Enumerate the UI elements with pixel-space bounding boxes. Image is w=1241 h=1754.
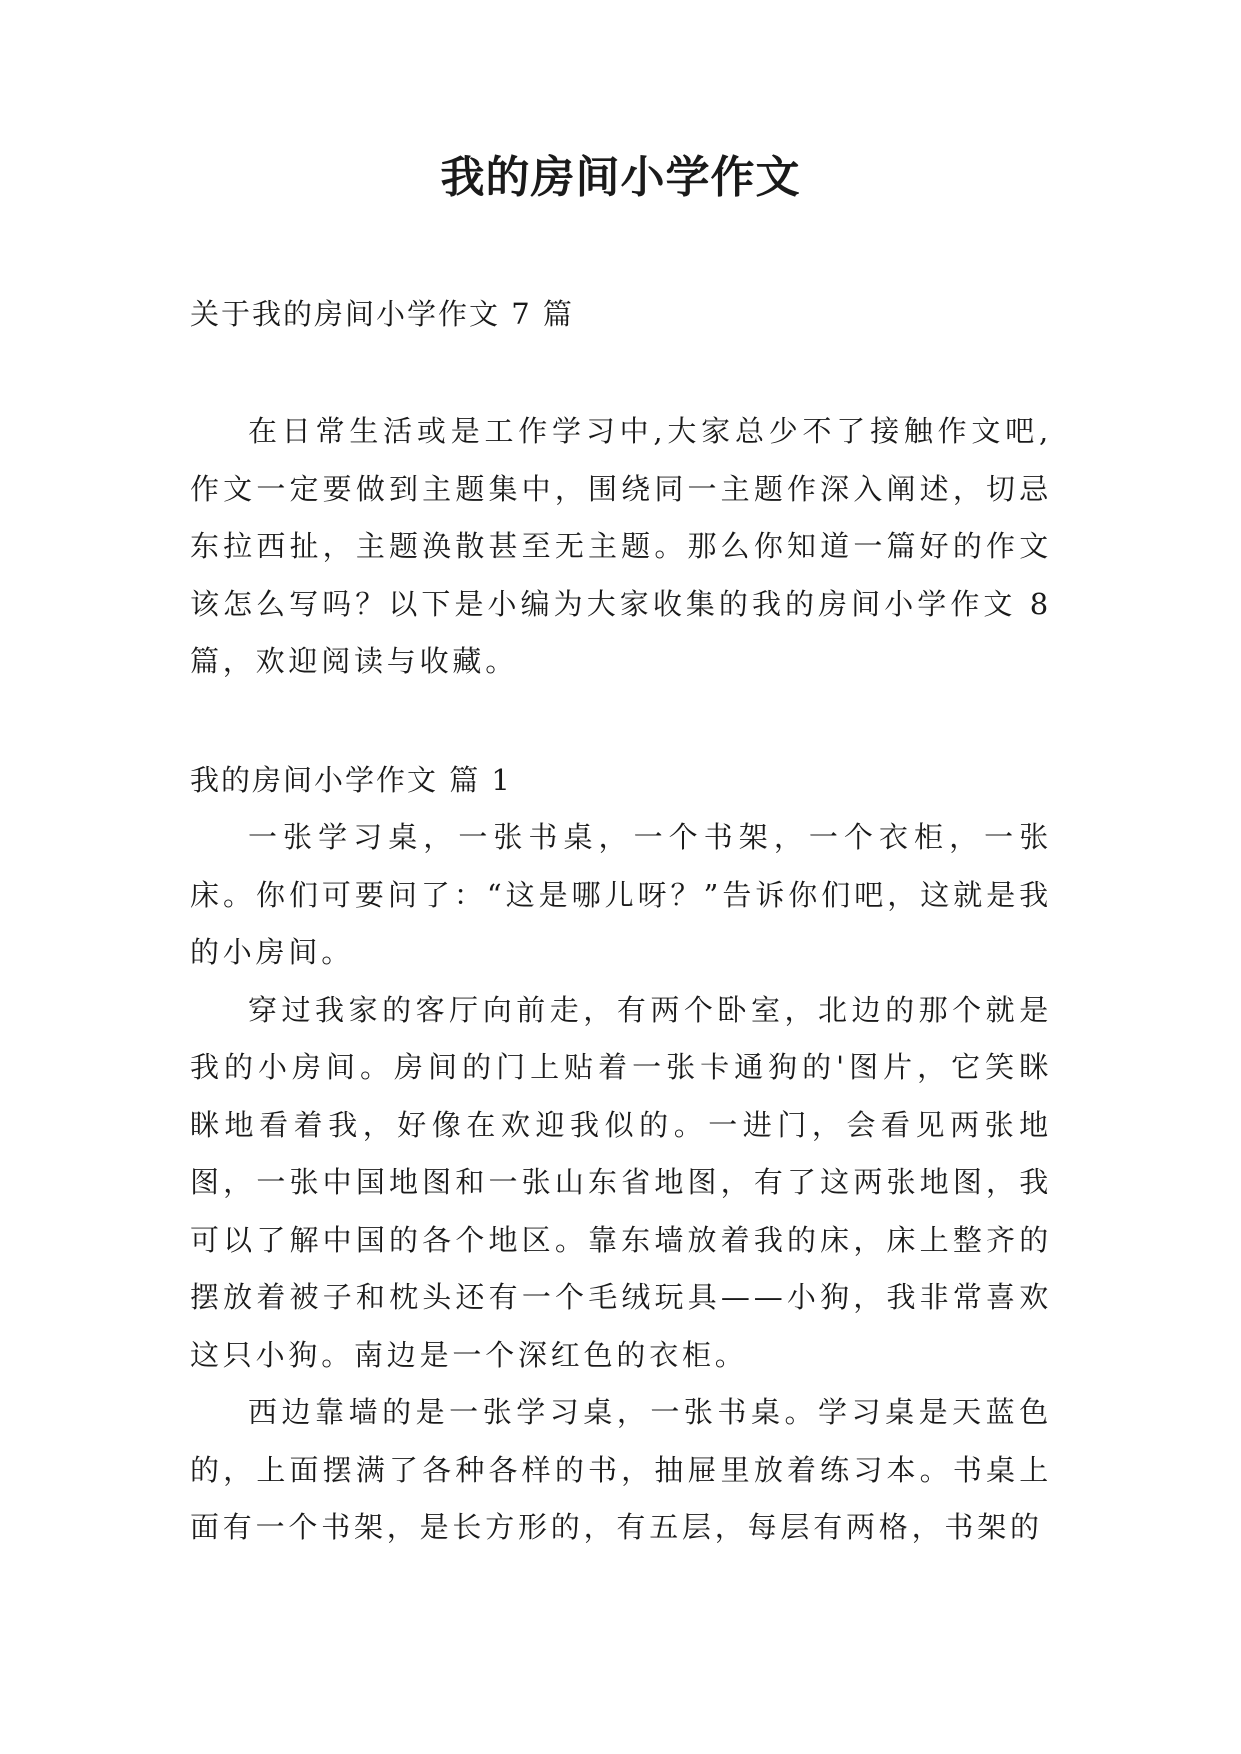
article-paragraph-3: 西边靠墙的是一张学习桌，一张书桌。学习桌是天蓝色的，上面摆满了各种各样的书，抽屉里放着练习本。书桌上面有一个书架，是长方形的，有五层，每层有两格，书架的 — [190, 1395, 1052, 1544]
article-body — [190, 809, 1052, 1557]
article-paragraph-1: 一张学习桌，一张书桌，一个书架，一个衣柜，一张床。你们可要问了：“这是哪儿呀？”告诉你们吧，这就是我的小房间。 — [190, 820, 1052, 969]
intro-paragraph: 在日常生活或是工作学习中,大家总少不了接触作文吧,作文一定要做到主题集中，围绕同一主题作深入阐述，切忌东拉西扯，主题涣散甚至无主题。那么你知道一篇好的作文该怎么写吗？以下是小编为大家收集的我的房间小学作文 8 篇，欢迎阅读与收藏。 — [190, 414, 1052, 678]
intro-block — [190, 403, 1052, 691]
section-heading: 我的房间小学作文 篇 1 — [190, 763, 512, 797]
article-paragraph-2: 穿过我家的客厅向前走，有两个卧室，北边的那个就是我的小房间。房间的门上贴着一张卡通狗的'图片，它笑眯眯地看着我，好像在欢迎我似的。一进门，会看见两张地图，一张中国地图和一张山东省地图，有了这两张地图，我可以了解中国的各个地区。靠东墙放着我的床，床上整齐的摆放着被子和枕头还有一个毛绒玩具——小狗，我非常喜欢这只小狗。南边是一个深红色的衣柜。 — [190, 992, 1052, 1372]
document-subtitle: 关于我的房间小学作文 7 篇 — [190, 297, 574, 331]
page-title: 我的房间小学作文 — [440, 152, 801, 203]
